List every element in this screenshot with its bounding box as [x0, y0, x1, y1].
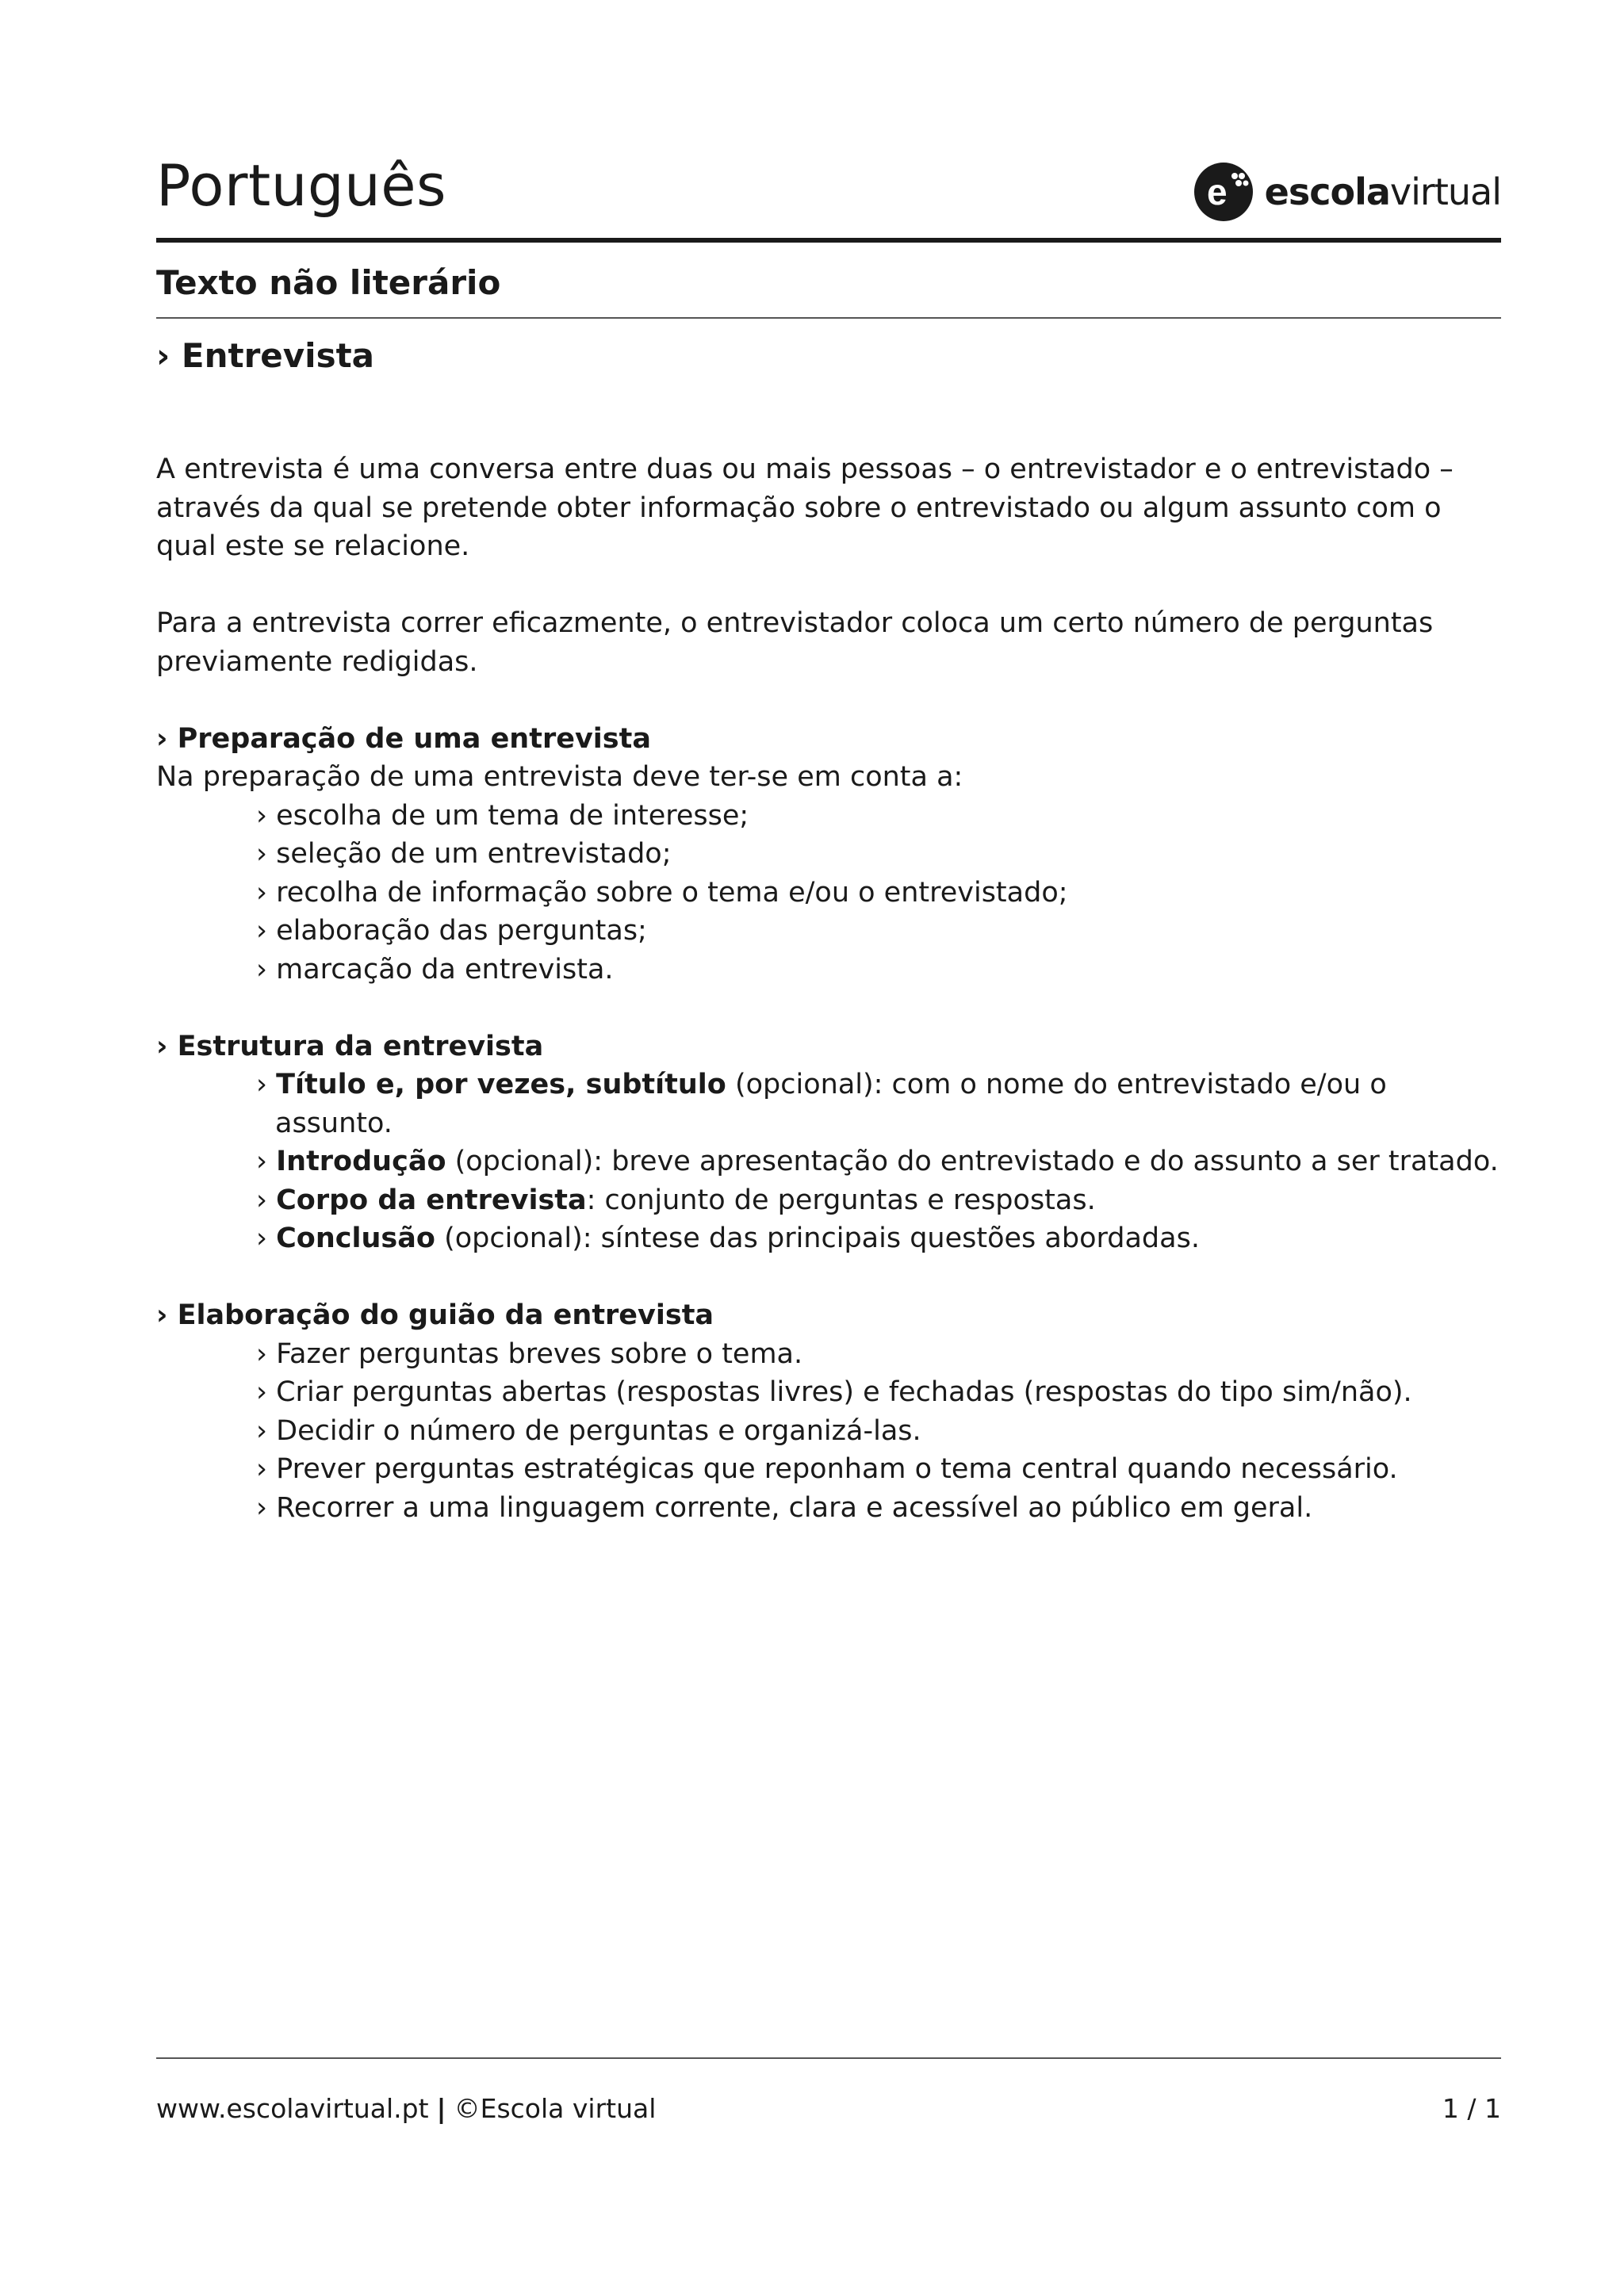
intro-paragraph-2: Para a entrevista correr eficazmente, o entrevistador coloca um certo número de perguntas previamente redigidas.	[156, 607, 1434, 678]
subject-title: Português	[156, 152, 447, 219]
logo-wordmark: escolavirtual	[1264, 170, 1501, 213]
term: Título e, por vezes, subtítulo	[276, 1069, 726, 1100]
intro-paragraph-1: A entrevista é uma conversa entre duas ou mais pessoas – o entrevistador e o entrevistado – através da qual se pretende obter informação sobre o entrevistado ou algum assunto com o qual este se relacione.	[156, 453, 1454, 562]
list-item: › elaboração das perguntas;	[256, 915, 647, 947]
preparation-list	[156, 797, 1501, 989]
list-item: › Prever perguntas estratégicas que reponham o tema central quando necessário.	[256, 1453, 1398, 1485]
script-list	[156, 1335, 1501, 1528]
list-item: › Título e, por vezes, subtítulo (opcional): com o nome do entrevistado e/ou o assunto.	[256, 1069, 1387, 1139]
term: Corpo da entrevista	[276, 1184, 587, 1216]
list-item: › escolha de um tema de interesse;	[256, 799, 749, 832]
term: Introdução	[276, 1146, 446, 1177]
structure-heading: › Estrutura da entrevista	[156, 1030, 544, 1062]
list-item: › Criar perguntas abertas (respostas livres) e fechadas (respostas do tipo sim/não).	[256, 1376, 1412, 1408]
list-item: › Recorrer a uma linguagem corrente, clara e acessível ao público em geral.	[256, 1491, 1313, 1524]
page-number: 1 / 1	[1442, 2093, 1501, 2124]
script-heading: › Elaboração do guião da entrevista	[156, 1299, 714, 1331]
structure-list	[156, 1066, 1501, 1258]
list-item: › Decidir o número de perguntas e organizá-las.	[256, 1414, 921, 1447]
escola-virtual-logo-icon	[1193, 162, 1254, 222]
preparation-heading: › Preparação de uma entrevista	[156, 722, 651, 755]
document-body	[156, 450, 1501, 1527]
list-item: › marcação da entrevista.	[256, 953, 614, 985]
preparation-lead: Na preparação de uma entrevista deve ter-se em conta a:	[156, 761, 963, 793]
list-item: › Corpo da entrevista: conjunto de perguntas e respostas.	[256, 1184, 1096, 1216]
section-title: Texto não literário	[156, 263, 501, 302]
list-item: › Conclusão (opcional): síntese das principais questões abordadas.	[256, 1223, 1200, 1254]
term: Conclusão	[276, 1223, 435, 1254]
header-divider	[156, 238, 1501, 243]
footer-credits: www.escolavirtual.pt | ©Escola virtual	[156, 2093, 657, 2124]
topic-title: › Entrevista	[156, 336, 374, 375]
list-item: › Fazer perguntas breves sobre o tema.	[256, 1337, 803, 1370]
escola-virtual-logo	[1193, 160, 1501, 224]
list-item: › Introdução (opcional): breve apresentação do entrevistado e do assunto a ser tratado.	[256, 1146, 1499, 1177]
document-page	[156, 0, 1501, 2296]
list-item: › seleção de um entrevistado;	[256, 838, 672, 870]
section-divider	[156, 317, 1501, 319]
page-header	[156, 149, 1501, 244]
list-item: › recolha de informação sobre o tema e/ou o entrevistado;	[256, 876, 1068, 909]
footer-divider	[156, 2057, 1501, 2059]
footer-copyright: ©Escola virtual	[454, 2093, 657, 2124]
svg-text:e: e	[1206, 171, 1228, 212]
footer-url[interactable]: www.escolavirtual.pt	[156, 2093, 429, 2124]
